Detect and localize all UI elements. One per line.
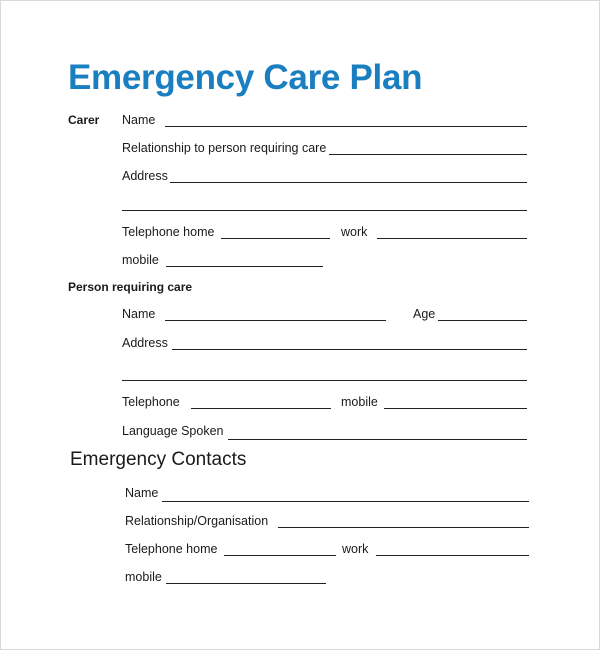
person-name-field[interactable]: [165, 307, 386, 321]
emergency-mobile-label: mobile: [125, 570, 162, 584]
emergency-contacts-title: Emergency Contacts: [70, 449, 247, 470]
person-language-label: Language Spoken: [122, 424, 224, 438]
person-mobile-field[interactable]: [384, 395, 527, 409]
person-mobile-label: mobile: [341, 395, 378, 409]
person-telephone-field[interactable]: [191, 395, 331, 409]
emergency-work-field[interactable]: [376, 542, 529, 556]
carer-address-label: Address: [122, 169, 168, 183]
carer-name-label: Name: [122, 113, 156, 127]
person-section-label: Person requiring care: [68, 280, 193, 294]
carer-section-label: Carer: [68, 113, 100, 127]
emergency-name-label: Name: [125, 486, 159, 500]
carer-relationship-label: Relationship to person requiring care: [122, 141, 327, 155]
person-language-field[interactable]: [228, 426, 527, 440]
carer-mobile-label: mobile: [122, 253, 159, 267]
emergency-telephone-home-field[interactable]: [224, 542, 336, 556]
person-name-label: Name: [122, 307, 156, 321]
emergency-telephone-home-label: Telephone home: [125, 542, 218, 556]
emergency-mobile-field[interactable]: [166, 570, 326, 584]
person-age-label: Age: [413, 307, 436, 321]
carer-address-line1-field[interactable]: [170, 169, 527, 183]
carer-name-field[interactable]: [165, 113, 527, 127]
carer-telephone-home-label: Telephone home: [122, 225, 215, 239]
emergency-work-label: work: [342, 542, 369, 556]
emergency-name-field[interactable]: [162, 488, 529, 502]
carer-work-field[interactable]: [377, 225, 527, 239]
carer-mobile-field[interactable]: [166, 253, 323, 267]
person-telephone-label: Telephone: [122, 395, 180, 409]
carer-relationship-field[interactable]: [329, 141, 527, 155]
emergency-relationship-label: Relationship/Organisation: [125, 514, 269, 528]
person-address-line1-field[interactable]: [172, 336, 527, 350]
person-address-line2-field[interactable]: [122, 367, 527, 381]
carer-work-label: work: [341, 225, 368, 239]
carer-address-line2-field[interactable]: [122, 197, 527, 211]
person-age-field[interactable]: [438, 307, 527, 321]
carer-telephone-home-field[interactable]: [221, 225, 330, 239]
form-title: Emergency Care Plan: [68, 58, 423, 97]
emergency-relationship-field[interactable]: [278, 514, 529, 528]
person-address-label: Address: [122, 336, 168, 350]
